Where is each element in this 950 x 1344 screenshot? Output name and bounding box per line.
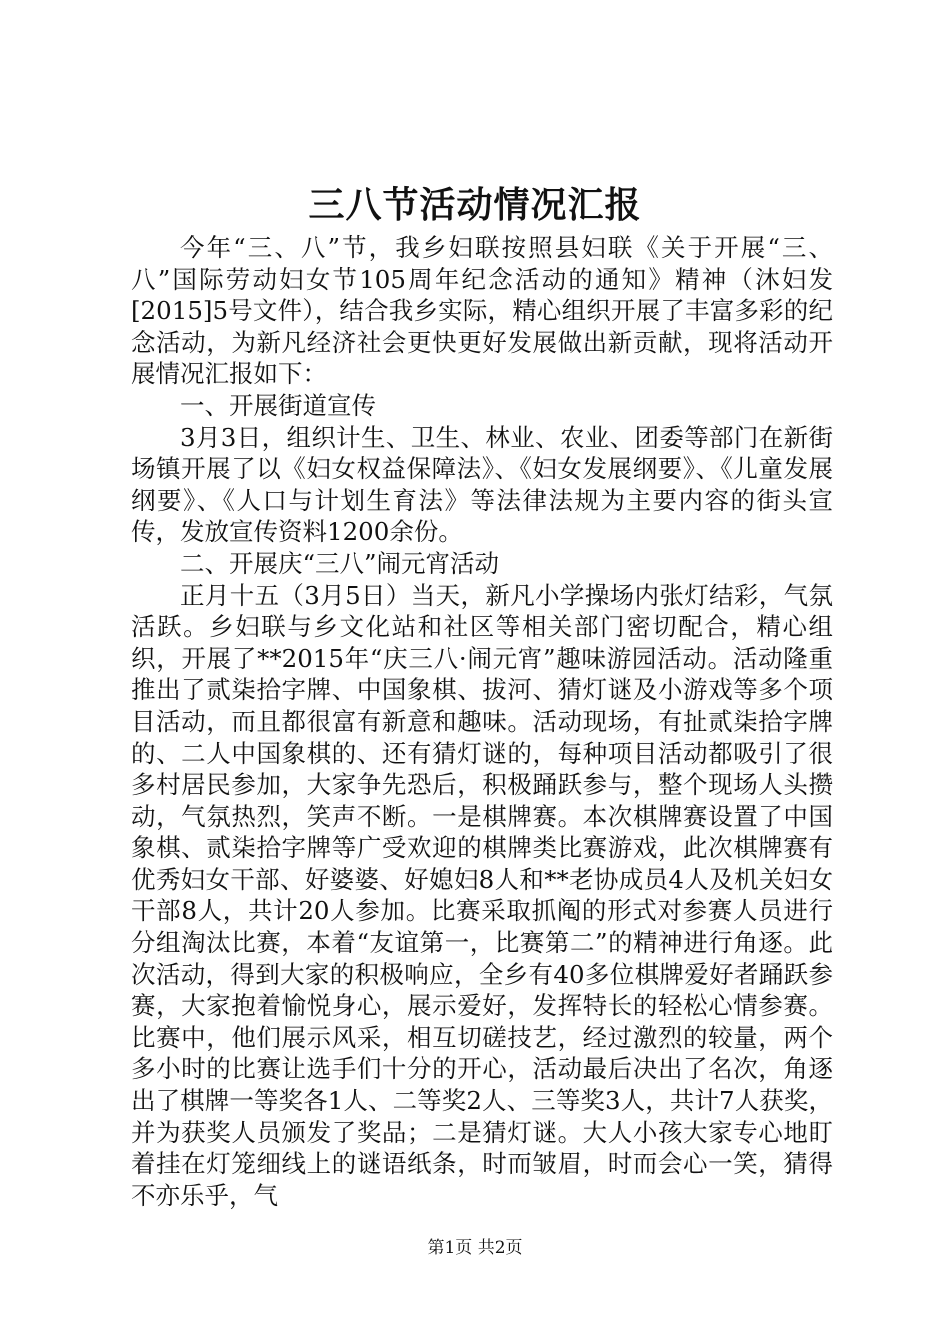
page-footer: 第1页 共2页 [427,1238,523,1258]
street-publicity-paragraph: 3月3日，组织计生、卫生、林业、农业、团委等部门在新街场镇开展了以《妇女权益保障法》、《妇女发展纲要》、《儿童发展纲要》、《人口与计划生育法》等法律法规为主要内容的街头宣传，发放宣传资料1200余份。 [131,422,833,547]
document-body [131,232,833,1211]
document-title: 三八节活动情况汇报 [308,184,642,226]
intro-paragraph: 今年“三、八”节，我乡妇联按照县妇联《关于开展“三、八”国际劳动妇女节105周年纪念活动的通知》精神（沐妇发[2015]5号文件），结合我乡实际，精心组织开展了丰富多彩的纪念活动，为新凡经济社会更快更好发展做出新贡献，现将活动开展情况汇报如下： [131,233,833,389]
section-heading-lantern-festival: 二、开展庆“三八”闹元宵活动 [180,548,500,578]
lantern-festival-paragraph: 正月十五（3月5日）当天，新凡小学操场内张灯结彩，气氛活跃。乡妇联与乡文化站和社区等相关部门密切配合，精心组织，开展了**2015年“庆三八·闹元宵”趣味游园活动。活动隆重推出了贰柒拾字牌、中国象棋、拔河、猜灯谜及小游戏等多个项目活动，而且都很富有新意和趣味。活动现场，有扯贰柒拾字牌的、二人中国象棋的、还有猜灯谜的，每种项目活动都吸引了很多村居民参加，大家争先恐后，积极踊跃参与，整个现场人头攒动，气氛热烈，笑声不断。一是棋牌赛。本次棋牌赛设置了中国象棋、贰柒拾字牌等广受欢迎的棋牌类比赛游戏，此次棋牌赛有优秀妇女干部、好婆婆、好媳妇8人和**老协成员4人及机关妇女干部8人，共计20人参加。比赛采取抓阄的形式对参赛人员进行分组淘汰比赛，本着“友谊第一，比赛第二”的精神进行角逐。此次活动，得到大家的积极响应，全乡有40多位棋牌爱好者踊跃参赛，大家抱着愉悦身心，展示爱好，发挥特长的轻松心情参赛。比赛中，他们展示风采，相互切磋技艺，经过激烈的较量，两个多小时的比赛让选手们十分的开心，活动最后决出了名次，角逐出了棋牌一等奖各1人、二等奖2人、三等奖3人，共计7人获奖，并为获奖人员颁发了奖品；二是猜灯谜。大人小孩大家专心地盯着挂在灯笼细线上的谜语纸条，时而皱眉，时而会心一笑，猜得不亦乐乎，气 [131,580,833,1210]
section-heading-street-publicity: 一、开展街道宣传 [180,390,376,420]
